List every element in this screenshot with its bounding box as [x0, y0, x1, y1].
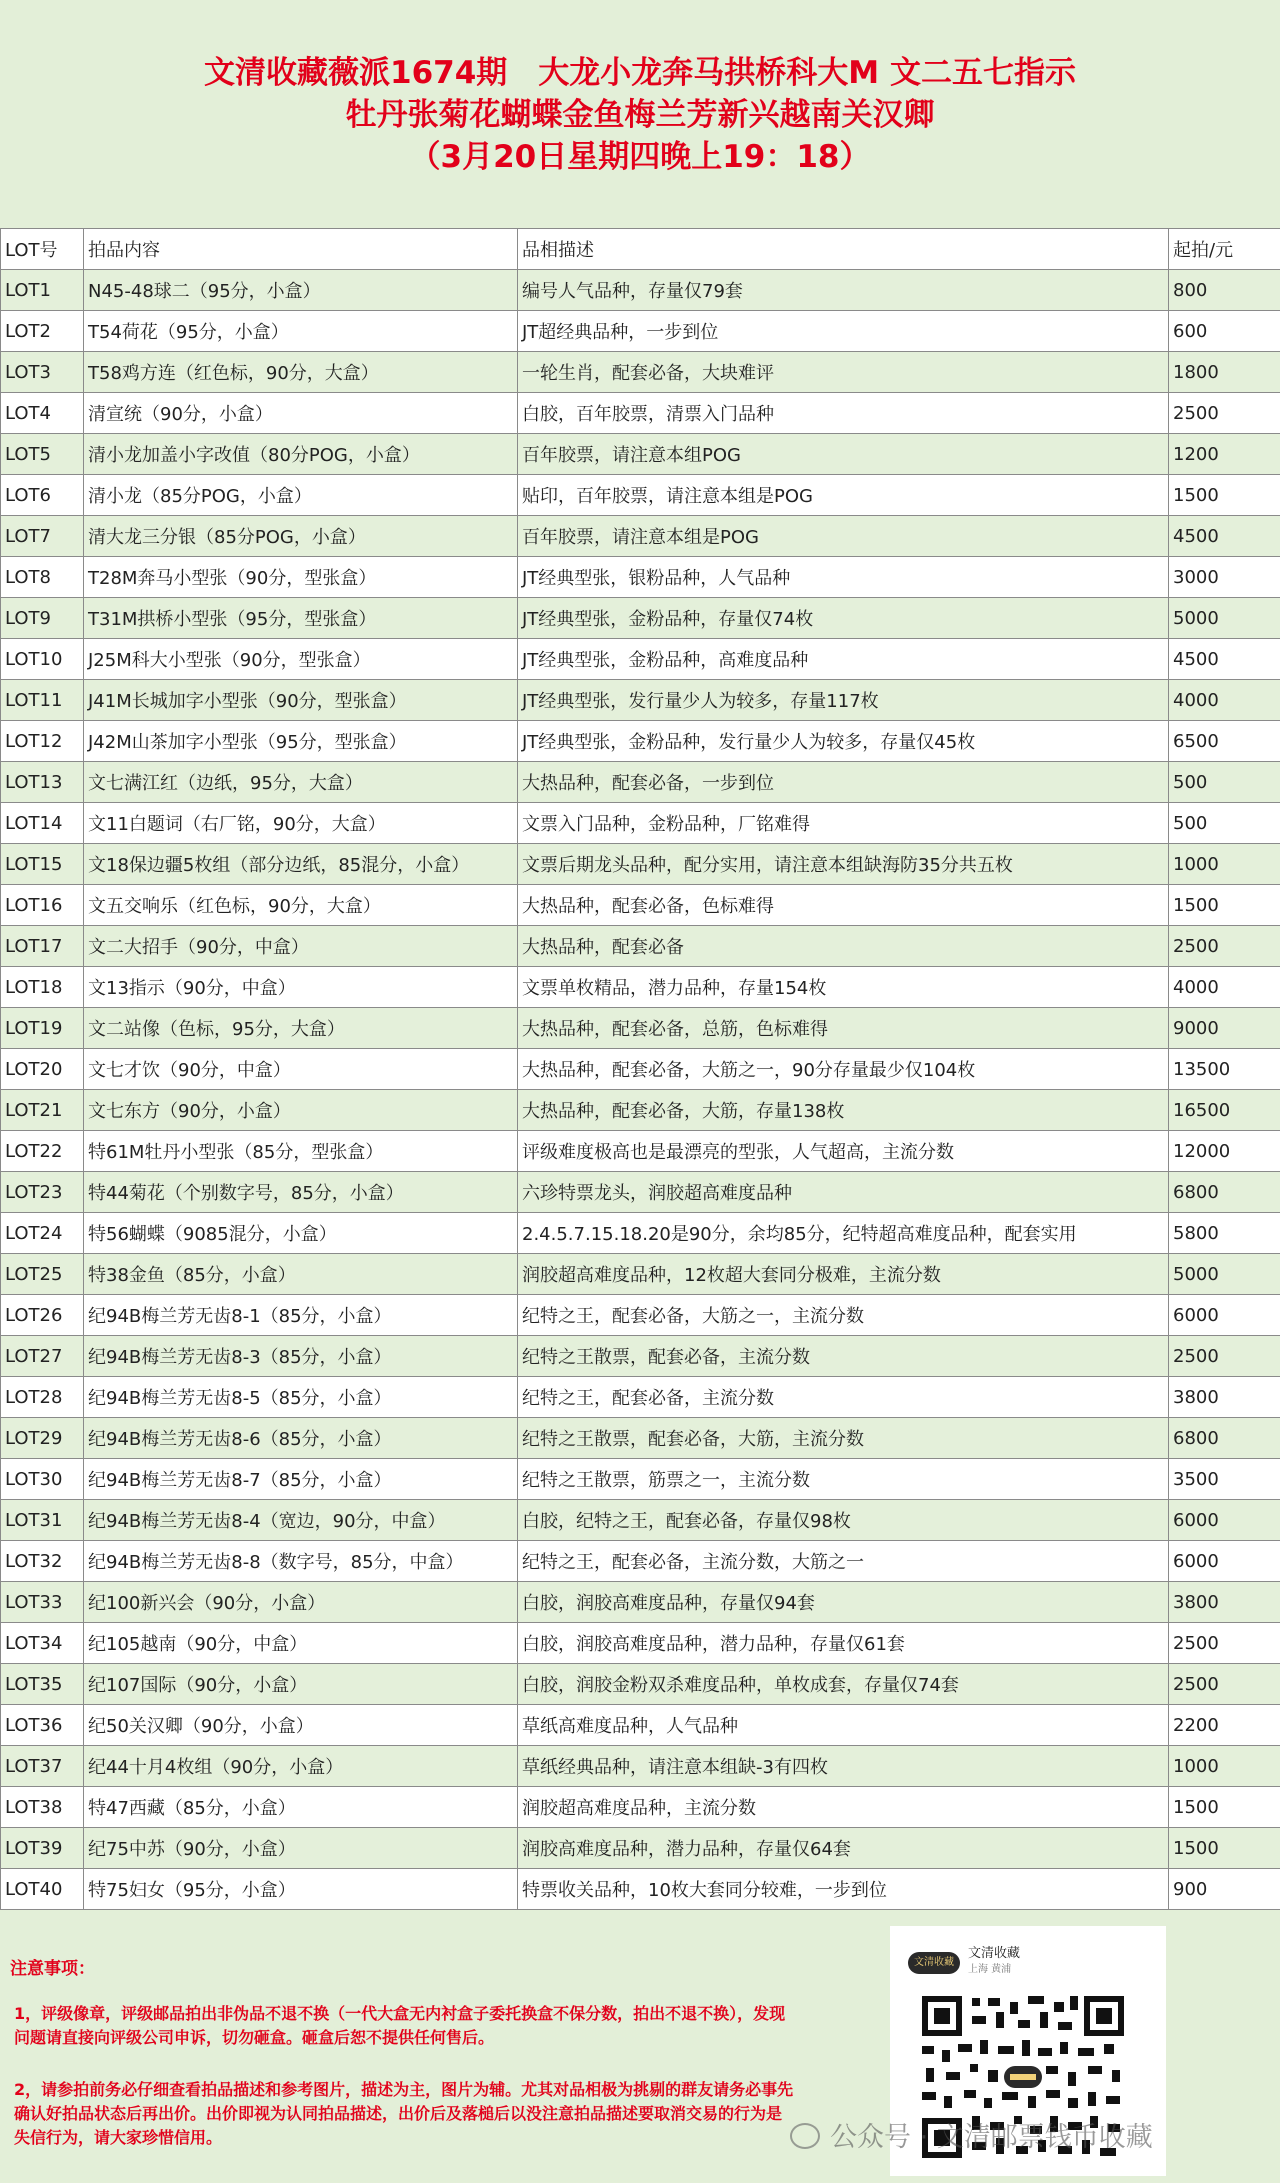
item-content-cell: 纪105越南（90分，中盒）	[84, 1623, 518, 1664]
condition-description-cell: 2.4.5.7.15.18.20是90分，余均85分，纪特超高难度品种，配套实用	[518, 1213, 1169, 1254]
table-row	[1, 639, 1280, 680]
condition-description-cell: 文票入门品种，金粉品种，厂铭难得	[518, 803, 1169, 844]
item-content-cell: 文七满江红（边纸，95分，大盒）	[84, 762, 518, 803]
condition-description-cell: JT经典型张，金粉品种，高难度品种	[518, 639, 1169, 680]
table-row	[1, 516, 1280, 557]
table-row	[1, 1131, 1280, 1172]
start-price-cell: 16500	[1169, 1090, 1280, 1131]
lot-number-cell: LOT7	[1, 516, 84, 557]
item-content-cell: J25M科大小型张（90分，型张盒）	[84, 639, 518, 680]
condition-description-cell: 润胶超高难度品种，主流分数	[518, 1787, 1169, 1828]
start-price-cell: 600	[1169, 311, 1280, 352]
start-price-cell: 1500	[1169, 475, 1280, 516]
item-content-cell: T54荷花（95分，小盒）	[84, 311, 518, 352]
condition-description-cell: 一轮生肖，配套必备，大块难评	[518, 352, 1169, 393]
table-row	[1, 1254, 1280, 1295]
table-row	[1, 885, 1280, 926]
item-content-cell: 特75妇女（95分，小盒）	[84, 1869, 518, 1910]
condition-description-cell: 百年胶票，请注意本组是POG	[518, 516, 1169, 557]
table-row	[1, 1582, 1280, 1623]
start-price-cell: 2500	[1169, 1336, 1280, 1377]
start-price-cell: 3500	[1169, 1459, 1280, 1500]
lot-number-cell: LOT10	[1, 639, 84, 680]
condition-description-cell: 白胶，纪特之王，配套必备，存量仅98枚	[518, 1500, 1169, 1541]
item-content-cell: 纪107国际（90分，小盒）	[84, 1664, 518, 1705]
lot-number-cell: LOT20	[1, 1049, 84, 1090]
table-header-row	[1, 229, 1280, 270]
start-price-cell: 1000	[1169, 844, 1280, 885]
start-price-cell: 900	[1169, 1869, 1280, 1910]
lot-number-cell: LOT37	[1, 1746, 84, 1787]
lot-number-cell: LOT19	[1, 1008, 84, 1049]
table-row	[1, 393, 1280, 434]
condition-description-cell: JT经典型张，金粉品种，存量仅74枚	[518, 598, 1169, 639]
title-line-1: 文清收藏薇派1674期 大龙小龙奔马拱桥科大M 文二五七指示	[204, 55, 1076, 91]
item-content-cell: 纪94B梅兰芳无齿8-4（宽边，90分，中盒）	[84, 1500, 518, 1541]
condition-description-cell: 纪特之王散票，筋票之一，主流分数	[518, 1459, 1169, 1500]
table-row	[1, 844, 1280, 885]
item-content-cell: 文五交响乐（红色标，90分，大盒）	[84, 885, 518, 926]
page-header	[0, 0, 1280, 228]
start-price-cell: 5000	[1169, 1254, 1280, 1295]
item-content-cell: 特38金鱼（85分，小盒）	[84, 1254, 518, 1295]
note-2: 2，请参拍前务必仔细查看拍品描述和参考图片，描述为主，图片为辅。尤其对品相极为挑剔的群友请务必事先确认好拍品状态后再出价。出价即视为认同拍品描述，出价后及落槌后以没注意拍品描述要取消交易的行为是失信行为，请大家珍惜信用。	[14, 2080, 794, 2147]
condition-description-cell: 纪特之王散票，配套必备，大筋，主流分数	[518, 1418, 1169, 1459]
start-price-cell: 2500	[1169, 1623, 1280, 1664]
lot-number-cell: LOT35	[1, 1664, 84, 1705]
start-price-cell: 2500	[1169, 393, 1280, 434]
table-row	[1, 1008, 1280, 1049]
lot-number-cell: LOT34	[1, 1623, 84, 1664]
condition-description-cell: 草纸高难度品种，人气品种	[518, 1705, 1169, 1746]
lot-number-cell: LOT3	[1, 352, 84, 393]
item-content-cell: 清小龙（85分POG，小盒）	[84, 475, 518, 516]
start-price-cell: 6800	[1169, 1418, 1280, 1459]
notes-section	[0, 1910, 1280, 2183]
table-row	[1, 1541, 1280, 1582]
lot-number-cell: LOT27	[1, 1336, 84, 1377]
lot-number-cell: LOT15	[1, 844, 84, 885]
start-price-cell: 2500	[1169, 926, 1280, 967]
table-row	[1, 1500, 1280, 1541]
start-price-cell: 1500	[1169, 1787, 1280, 1828]
table-row	[1, 1623, 1280, 1664]
condition-description-cell: 评级难度极高也是最漂亮的型张，人气超高，主流分数	[518, 1131, 1169, 1172]
item-content-cell: 特47西藏（85分，小盒）	[84, 1787, 518, 1828]
table-row	[1, 1664, 1280, 1705]
lot-number-cell: LOT2	[1, 311, 84, 352]
start-price-cell: 4500	[1169, 639, 1280, 680]
start-price-cell: 500	[1169, 803, 1280, 844]
start-price-cell: 4000	[1169, 967, 1280, 1008]
item-content-cell: N45-48球二（95分，小盒）	[84, 270, 518, 311]
lot-number-cell: LOT14	[1, 803, 84, 844]
lot-number-cell: LOT31	[1, 1500, 84, 1541]
item-content-cell: 纪75中苏（90分，小盒）	[84, 1828, 518, 1869]
lot-number-cell: LOT17	[1, 926, 84, 967]
lot-number-cell: LOT18	[1, 967, 84, 1008]
condition-description-cell: 大热品种，配套必备，大筋，存量138枚	[518, 1090, 1169, 1131]
start-price-cell: 3800	[1169, 1582, 1280, 1623]
lot-number-cell: LOT6	[1, 475, 84, 516]
start-price-cell: 800	[1169, 270, 1280, 311]
condition-description-cell: 大热品种，配套必备，大筋之一，90分存量最少仅104枚	[518, 1049, 1169, 1090]
start-price-cell: 500	[1169, 762, 1280, 803]
condition-description-cell: 白胶，百年胶票，清票入门品种	[518, 393, 1169, 434]
start-price-cell: 13500	[1169, 1049, 1280, 1090]
lot-number-cell: LOT24	[1, 1213, 84, 1254]
notes-title: 注意事项：	[10, 1959, 95, 1979]
condition-description-cell: 大热品种，配套必备，总筋，色标难得	[518, 1008, 1169, 1049]
lot-number-cell: LOT12	[1, 721, 84, 762]
lot-number-cell: LOT16	[1, 885, 84, 926]
title-line-2: 牡丹张菊花蝴蝶金鱼梅兰芳新兴越南关汉卿	[345, 97, 935, 133]
table-row	[1, 762, 1280, 803]
item-content-cell: 特61M牡丹小型张（85分，型张盒）	[84, 1131, 518, 1172]
item-content-cell: T58鸡方连（红色标，90分，大盒）	[84, 352, 518, 393]
lot-number-cell: LOT4	[1, 393, 84, 434]
lot-number-cell: LOT36	[1, 1705, 84, 1746]
table-row	[1, 926, 1280, 967]
note-1: 1，评级像章，评级邮品拍出非伪品不退不换（一代大盒无内衬盒子委托换盒不保分数，拍出不退不换），发现问题请直接向评级公司申诉，切勿砸盒。砸盒后恕不提供任何售后。	[14, 2004, 786, 2047]
start-price-cell: 3000	[1169, 557, 1280, 598]
table-row	[1, 721, 1280, 762]
lot-number-cell: LOT39	[1, 1828, 84, 1869]
start-price-cell: 5800	[1169, 1213, 1280, 1254]
table-row	[1, 1459, 1280, 1500]
column-header-item: 拍品内容	[84, 229, 518, 270]
lot-number-cell: LOT1	[1, 270, 84, 311]
lot-number-cell: LOT29	[1, 1418, 84, 1459]
item-content-cell: 清大龙三分银（85分POG，小盒）	[84, 516, 518, 557]
start-price-cell: 6500	[1169, 721, 1280, 762]
start-price-cell: 6000	[1169, 1541, 1280, 1582]
start-price-cell: 5000	[1169, 598, 1280, 639]
condition-description-cell: 纪特之王，配套必备，主流分数	[518, 1377, 1169, 1418]
table-row	[1, 352, 1280, 393]
condition-description-cell: 润胶超高难度品种，12枚超大套同分极难，主流分数	[518, 1254, 1169, 1295]
item-content-cell: 文13指示（90分，中盒）	[84, 967, 518, 1008]
table-row	[1, 1049, 1280, 1090]
table-row	[1, 1746, 1280, 1787]
item-content-cell: 纪50关汉卿（90分，小盒）	[84, 1705, 518, 1746]
column-header-start-price: 起拍/元	[1169, 229, 1280, 270]
table-row	[1, 311, 1280, 352]
lot-number-cell: LOT38	[1, 1787, 84, 1828]
item-content-cell: 清宣统（90分，小盒）	[84, 393, 518, 434]
condition-description-cell: 百年胶票，请注意本组POG	[518, 434, 1169, 475]
table-row	[1, 1377, 1280, 1418]
table-row	[1, 1787, 1280, 1828]
lot-number-cell: LOT11	[1, 680, 84, 721]
item-content-cell: 纪44十月4枚组（90分，小盒）	[84, 1746, 518, 1787]
lot-number-cell: LOT32	[1, 1541, 84, 1582]
condition-description-cell: 文票后期龙头品种，配分实用，请注意本组缺海防35分共五枚	[518, 844, 1169, 885]
start-price-cell: 1500	[1169, 885, 1280, 926]
condition-description-cell: 纪特之王，配套必备，主流分数，大筋之一	[518, 1541, 1169, 1582]
table-row	[1, 1828, 1280, 1869]
start-price-cell: 2500	[1169, 1664, 1280, 1705]
condition-description-cell: 大热品种，配套必备，色标难得	[518, 885, 1169, 926]
item-content-cell: 特44菊花（个别数字号，85分，小盒）	[84, 1172, 518, 1213]
watermark	[790, 2115, 1153, 2154]
wechat-official-account-icon	[790, 2123, 820, 2149]
condition-description-cell: 六珍特票龙头，润胶超高难度品种	[518, 1172, 1169, 1213]
table-row	[1, 557, 1280, 598]
table-row	[1, 1336, 1280, 1377]
item-content-cell: T28M奔马小型张（90分，型张盒）	[84, 557, 518, 598]
condition-description-cell: 草纸经典品种，请注意本组缺-3有四枚	[518, 1746, 1169, 1787]
title-line-3: （3月20日星期四晚上19：18）	[409, 139, 871, 175]
item-content-cell: 纪100新兴会（90分，小盒）	[84, 1582, 518, 1623]
condition-description-cell: 润胶高难度品种，潜力品种，存量仅64套	[518, 1828, 1169, 1869]
item-content-cell: 纪94B梅兰芳无齿8-5（85分，小盒）	[84, 1377, 518, 1418]
condition-description-cell: 大热品种，配套必备	[518, 926, 1169, 967]
lot-number-cell: LOT13	[1, 762, 84, 803]
lot-number-cell: LOT23	[1, 1172, 84, 1213]
item-content-cell: 纪94B梅兰芳无齿8-1（85分，小盒）	[84, 1295, 518, 1336]
condition-description-cell: 纪特之王散票，配套必备，主流分数	[518, 1336, 1169, 1377]
table-row	[1, 1172, 1280, 1213]
start-price-cell: 4000	[1169, 680, 1280, 721]
start-price-cell: 4500	[1169, 516, 1280, 557]
condition-description-cell: 贴印，百年胶票，请注意本组是POG	[518, 475, 1169, 516]
start-price-cell: 1000	[1169, 1746, 1280, 1787]
condition-description-cell: JT经典型张，银粉品种，人气品种	[518, 557, 1169, 598]
start-price-cell: 6000	[1169, 1500, 1280, 1541]
start-price-cell: 3800	[1169, 1377, 1280, 1418]
item-content-cell: 纪94B梅兰芳无齿8-6（85分，小盒）	[84, 1418, 518, 1459]
table-row	[1, 1090, 1280, 1131]
table-row	[1, 434, 1280, 475]
table-row	[1, 1213, 1280, 1254]
lot-number-cell: LOT30	[1, 1459, 84, 1500]
table-row	[1, 1295, 1280, 1336]
table-row	[1, 1418, 1280, 1459]
lot-number-cell: LOT22	[1, 1131, 84, 1172]
start-price-cell: 12000	[1169, 1131, 1280, 1172]
column-header-lot: LOT号	[1, 229, 84, 270]
lot-number-cell: LOT25	[1, 1254, 84, 1295]
condition-description-cell: JT超经典品种，一步到位	[518, 311, 1169, 352]
table-row	[1, 967, 1280, 1008]
start-price-cell: 6000	[1169, 1295, 1280, 1336]
condition-description-cell: 编号人气品种，存量仅79套	[518, 270, 1169, 311]
item-content-cell: 文18保边疆5枚组（部分边纸，85混分，小盒）	[84, 844, 518, 885]
shop-logo: 文清收藏	[908, 1952, 960, 1974]
condition-description-cell: 大热品种，配套必备，一步到位	[518, 762, 1169, 803]
condition-description-cell: 白胶，润胶高难度品种，潜力品种，存量仅61套	[518, 1623, 1169, 1664]
lot-number-cell: LOT26	[1, 1295, 84, 1336]
item-content-cell: J41M长城加字小型张（90分，型张盒）	[84, 680, 518, 721]
lot-number-cell: LOT8	[1, 557, 84, 598]
auction-lot-table	[0, 228, 1280, 1910]
table-row	[1, 270, 1280, 311]
start-price-cell: 6800	[1169, 1172, 1280, 1213]
start-price-cell: 1500	[1169, 1828, 1280, 1869]
table-row	[1, 598, 1280, 639]
condition-description-cell: 纪特之王，配套必备，大筋之一，主流分数	[518, 1295, 1169, 1336]
condition-description-cell: 特票收关品种，10枚大套同分较难，一步到位	[518, 1869, 1169, 1910]
item-content-cell: 纪94B梅兰芳无齿8-8（数字号，85分，中盒）	[84, 1541, 518, 1582]
table-row	[1, 803, 1280, 844]
start-price-cell: 2200	[1169, 1705, 1280, 1746]
lot-number-cell: LOT9	[1, 598, 84, 639]
item-content-cell: 清小龙加盖小字改值（80分POG，小盒）	[84, 434, 518, 475]
qr-account-name: 文清收藏	[968, 1946, 1021, 1961]
item-content-cell: J42M山茶加字小型张（95分，型张盒）	[84, 721, 518, 762]
condition-description-cell: 白胶，润胶金粉双杀难度品种，单枚成套，存量仅74套	[518, 1664, 1169, 1705]
lot-number-cell: LOT40	[1, 1869, 84, 1910]
condition-description-cell: JT经典型张，发行量少人为较多，存量117枚	[518, 680, 1169, 721]
lot-number-cell: LOT28	[1, 1377, 84, 1418]
start-price-cell: 1200	[1169, 434, 1280, 475]
lot-number-cell: LOT5	[1, 434, 84, 475]
item-content-cell: 文七东方（90分，小盒）	[84, 1090, 518, 1131]
item-content-cell: 纪94B梅兰芳无齿8-7（85分，小盒）	[84, 1459, 518, 1500]
table-row	[1, 1705, 1280, 1746]
lot-number-cell: LOT21	[1, 1090, 84, 1131]
item-content-cell: 文二大招手（90分，中盒）	[84, 926, 518, 967]
item-content-cell: 特56蝴蝶（9085混分，小盒）	[84, 1213, 518, 1254]
start-price-cell: 1800	[1169, 352, 1280, 393]
table-row	[1, 1869, 1280, 1910]
column-header-condition: 品相描述	[518, 229, 1169, 270]
qr-location: 上海 黄浦	[968, 1964, 1012, 1975]
condition-description-cell: JT经典型张，金粉品种，发行量少人为较多，存量仅45枚	[518, 721, 1169, 762]
watermark-text: 公众号 · 文清邮票钱币收藏	[830, 2122, 1153, 2153]
table-row	[1, 475, 1280, 516]
lot-number-cell: LOT33	[1, 1582, 84, 1623]
item-content-cell: 文七才饮（90分，中盒）	[84, 1049, 518, 1090]
condition-description-cell: 白胶，润胶高难度品种，存量仅94套	[518, 1582, 1169, 1623]
item-content-cell: 纪94B梅兰芳无齿8-3（85分，小盒）	[84, 1336, 518, 1377]
item-content-cell: T31M拱桥小型张（95分，型张盒）	[84, 598, 518, 639]
condition-description-cell: 文票单枚精品，潜力品种，存量154枚	[518, 967, 1169, 1008]
item-content-cell: 文二站像（色标，95分，大盒）	[84, 1008, 518, 1049]
table-row	[1, 680, 1280, 721]
start-price-cell: 9000	[1169, 1008, 1280, 1049]
item-content-cell: 文11白题词（右厂铭，90分，大盒）	[84, 803, 518, 844]
